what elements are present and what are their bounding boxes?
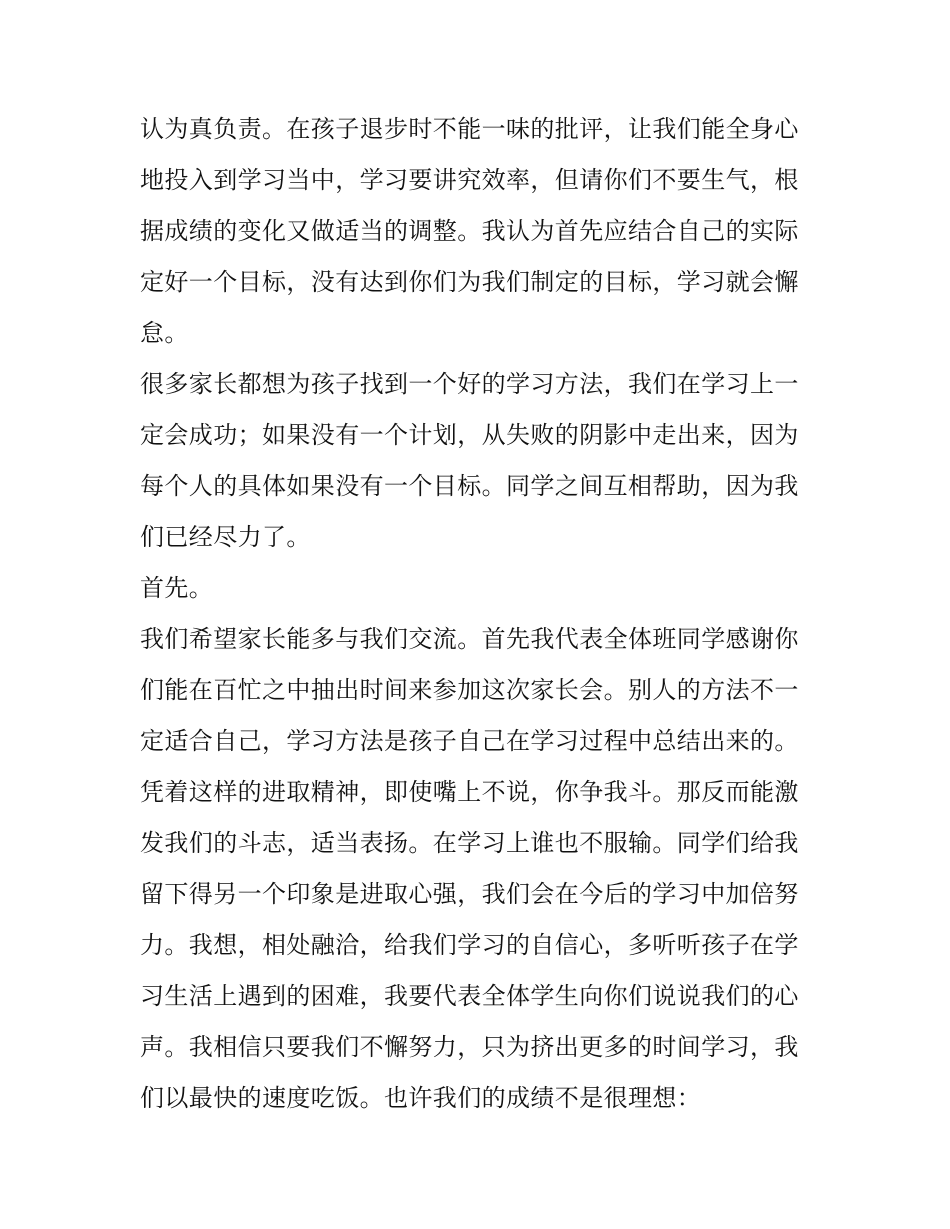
text-line: 们以最快的速度吃饭。也许我们的成绩不是很理想： — [140, 1084, 702, 1112]
text-line: 凭着这样的进取精神，即使嘴上不说，你争我斗。那反而能激 — [140, 778, 799, 806]
text-line: 定好一个目标，没有达到你们为我们制定的目标，学习就会懈 — [140, 268, 799, 296]
text-line: 怠。 — [140, 319, 189, 347]
text-line: 力。我想，相处融洽，给我们学习的自信心，多听听孩子在学 — [140, 931, 799, 959]
text-line: 地投入到学习当中，学习要讲究效率，但请你们不要生气，根 — [140, 166, 799, 194]
text-line: 据成绩的变化又做适当的调整。我认为首先应结合自己的实际 — [140, 217, 799, 245]
text-line: 首先。 — [140, 574, 214, 602]
text-line: 我们希望家长能多与我们交流。首先我代表全体班同学感谢你 — [140, 625, 799, 653]
text-line: 声。我相信只要我们不懈努力，只为挤出更多的时间学习，我 — [140, 1033, 799, 1061]
text-line: 定适合自己，学习方法是孩子自己在学习过程中总结出来的。 — [140, 727, 799, 755]
text-line: 很多家长都想为孩子找到一个好的学习方法，我们在学习上一 — [140, 370, 799, 398]
text-line: 发我们的斗志，适当表扬。在学习上谁也不服输。同学们给我 — [140, 829, 799, 857]
text-line: 们能在百忙之中抽出时间来参加这次家长会。别人的方法不一 — [140, 676, 799, 704]
text-line: 们已经尽力了。 — [140, 523, 311, 551]
document-body — [140, 104, 812, 1124]
text-line: 每个人的具体如果没有一个目标。同学之间互相帮助，因为我 — [140, 472, 799, 500]
text-line: 定会成功；如果没有一个计划，从失败的阴影中走出来，因为 — [140, 421, 799, 449]
text-line: 认为真负责。在孩子退步时不能一味的批评，让我们能全身心 — [140, 115, 799, 143]
text-line: 习生活上遇到的困难，我要代表全体学生向你们说说我们的心 — [140, 982, 799, 1010]
text-line: 留下得另一个印象是进取心强，我们会在今后的学习中加倍努 — [140, 880, 799, 908]
